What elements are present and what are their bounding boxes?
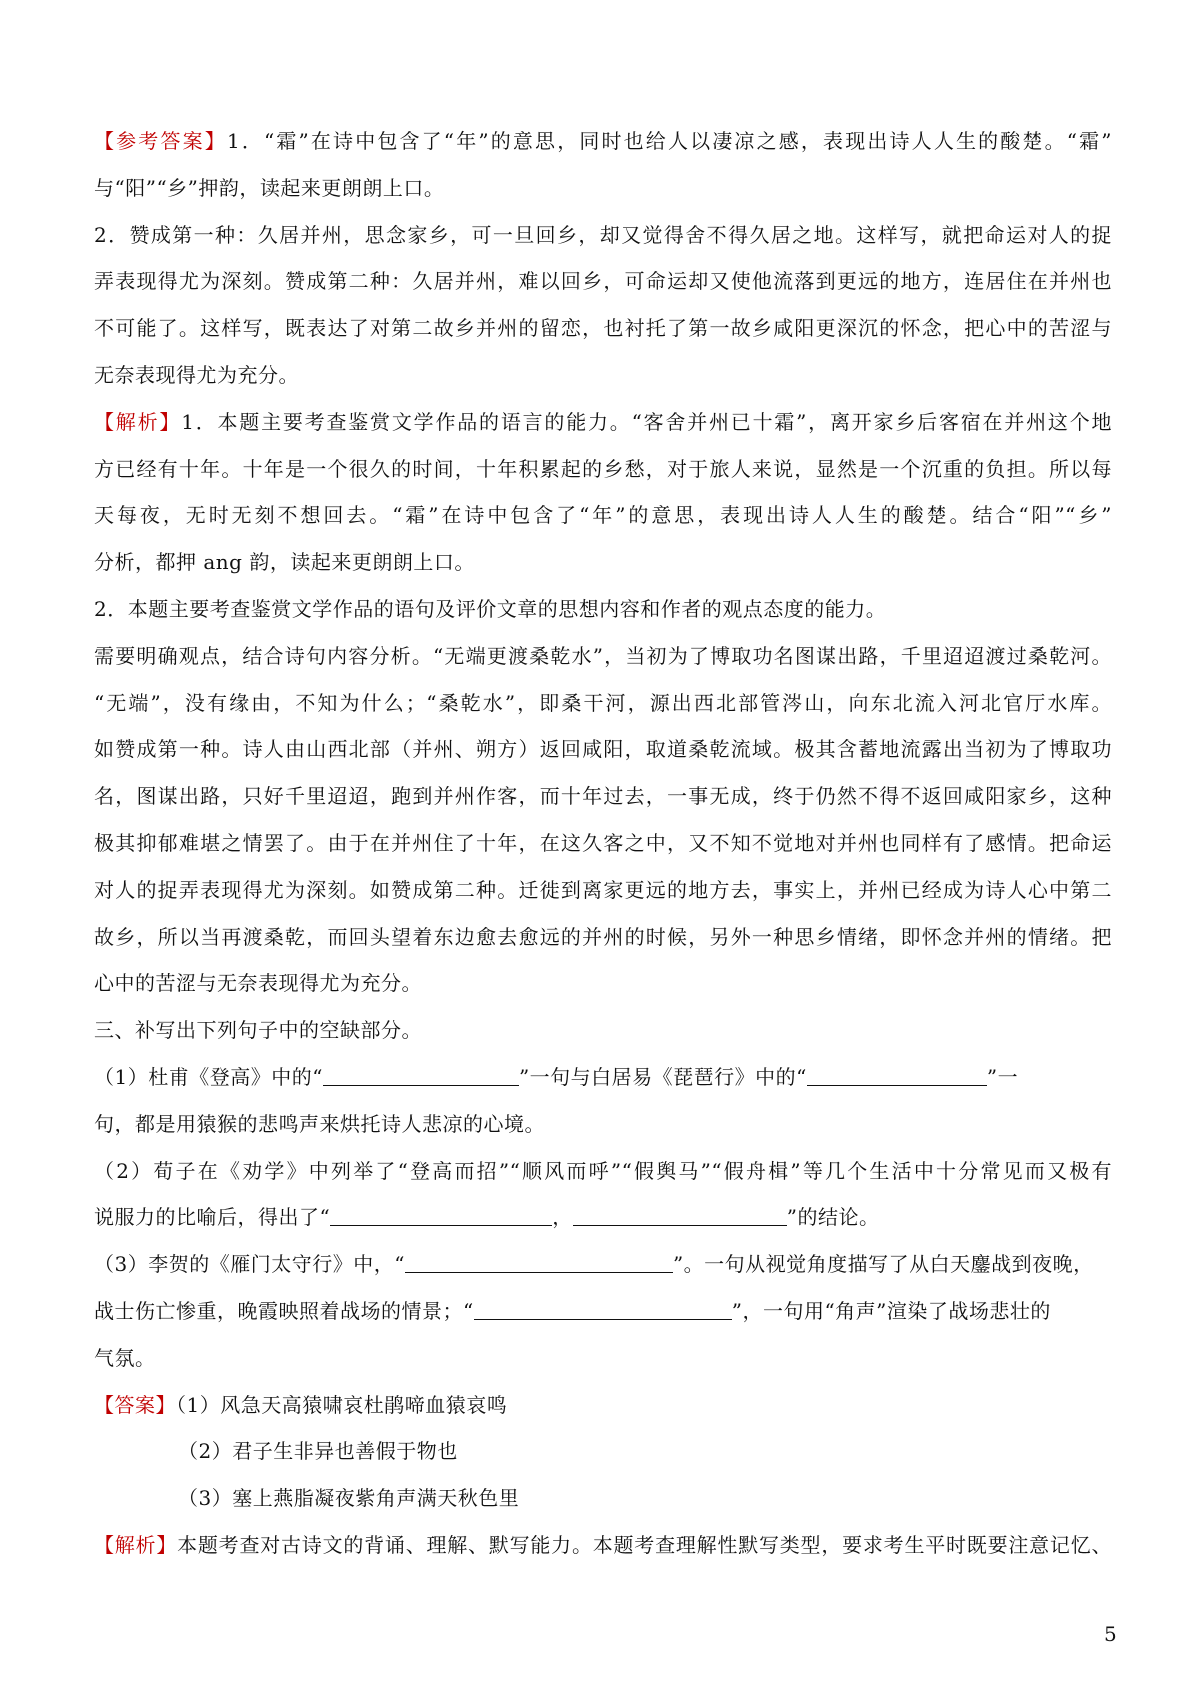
section-heading — [94, 1007, 1112, 1054]
line-text: 1．“霜”在诗中包含了“年”的意思，同时也给人以凄凉之感，表现出诗人人生的酸楚。“霜” — [226, 129, 1112, 153]
page-number: 5 — [1104, 1622, 1117, 1646]
text-line — [94, 352, 1112, 399]
question-text: 句，都是用猿猴的悲鸣声来烘托诗人悲凉的心境。 — [94, 1111, 545, 1136]
text-line — [94, 305, 1112, 352]
question-text: （1）杜甫《登高》中的“ — [94, 1064, 323, 1089]
fill-blank — [474, 1297, 732, 1320]
text-line — [94, 773, 1112, 820]
line-text: 1．本题主要考查鉴赏文学作品的语言的能力。“客舍并州已十霜”，离开家乡后客宿在并州这个地 — [181, 409, 1112, 434]
question-text: ”，一句用“角声”渲染了战场悲壮的 — [731, 1298, 1051, 1323]
line-text: “无端”，没有缘由，不知为什么；“桑乾水”，即桑干河，源出西北部管涔山，向东北流入河北官厅水库。 — [94, 690, 1112, 715]
line-text: 心中的苦涩与无奈表现得尤为充分。 — [94, 971, 422, 996]
line-text: 分析，都押 ang 韵，读起来更朗朗上口。 — [94, 550, 475, 575]
question-2-line-1 — [94, 1148, 1112, 1195]
text-line — [94, 867, 1112, 914]
text-line — [94, 165, 1112, 212]
analysis-text: 本题考查对古诗文的背诵、理解、默写能力。本题考查理解性默写类型，要求考生平时既要注意记忆、 — [177, 1532, 1112, 1557]
question-text: ”的结论。 — [786, 1205, 880, 1230]
text-line — [94, 258, 1112, 305]
text-line — [94, 633, 1112, 680]
line-text: 故乡，所以当再渡桑乾，而回头望着东边愈去愈远的并州的时候，另外一种思乡情绪，即怀念并州的情绪。把 — [94, 924, 1112, 949]
text-line — [94, 726, 1112, 773]
line-text: 弄表现得尤为深刻。赞成第二种：久居并州，难以回乡，可命运却又使他流落到更远的地方，连居住在并州也 — [94, 269, 1112, 294]
line-text: 名，图谋出路，只好千里迢迢，跑到并州作客，而十年过去，一事无成，终于仍然不得不返回咸阳家乡，这种 — [94, 784, 1112, 809]
line-text: 极其抑郁难堪之情罢了。由于在并州住了十年，在这久客之中，又不知不觉地对并州也同样有了感情。把命运 — [94, 830, 1112, 855]
document-body — [94, 118, 1112, 1569]
text-line — [94, 492, 1112, 539]
analysis-tag: 【解析】 — [94, 409, 182, 434]
question-text: 战士伤亡惨重，晚霞映照着战场的情景；“ — [94, 1298, 474, 1323]
analysis-tag: 【解析】 — [94, 1532, 178, 1557]
text-line — [94, 680, 1112, 727]
question-text: 气氛。 — [94, 1345, 156, 1370]
answer-line-2 — [94, 1428, 1112, 1475]
analysis-line — [94, 1522, 1112, 1569]
text-line — [94, 399, 1112, 446]
answer-tag: 【答案】 — [94, 1392, 176, 1417]
question-text: ”一 — [986, 1064, 1019, 1089]
fill-blank — [573, 1203, 787, 1226]
fill-blank — [330, 1203, 552, 1226]
line-text: 需要明确观点，结合诗句内容分析。“无端更渡桑乾水”，当初为了博取功名图谋出路，千里迢迢渡过桑乾河。 — [94, 643, 1112, 668]
text-line — [94, 914, 1112, 961]
question-3-line-3 — [94, 1335, 1112, 1382]
question-text: ”。一句从视觉角度描写了从白天鏖战到夜晚， — [672, 1252, 1094, 1277]
line-text: 天每夜，无时无刻不想回去。“霜”在诗中包含了“年”的意思，表现出诗人人生的酸楚。结合“阳”“乡” — [94, 503, 1112, 528]
question-2-line-2 — [94, 1194, 1112, 1241]
answer-line-3 — [94, 1475, 1112, 1522]
line-text: 对人的捉弄表现得尤为深刻。如赞成第二种。迁徙到离家更远的地方去，事实上，并州已经成为诗人心中第二 — [94, 877, 1112, 902]
fill-blank — [405, 1250, 673, 1273]
line-text: 2．赞成第一种：久居并州，思念家乡，可一旦回乡，却又觉得舍不得久居之地。这样写，就把命运对人的捉 — [94, 222, 1112, 247]
line-text: 不可能了。这样写，既表达了对第二故乡并州的留恋，也衬托了第一故乡咸阳更深沉的怀念，把心中的苦涩与 — [94, 316, 1112, 341]
answer-text: （2）君子生非异也善假于物也 — [178, 1439, 458, 1464]
question-3-line-2 — [94, 1288, 1112, 1335]
line-text: 2．本题主要考查鉴赏文学作品的语句及评价文章的思想内容和作者的观点态度的能力。 — [94, 596, 887, 621]
text-line — [94, 446, 1112, 493]
question-text: ， — [552, 1205, 573, 1230]
text-line — [94, 118, 1112, 165]
question-1-line-1 — [94, 1054, 1112, 1101]
text-line — [94, 539, 1112, 586]
question-text: 说服力的比喻后，得出了“ — [94, 1205, 331, 1230]
line-text: 方已经有十年。十年是一个很久的时间，十年积累起的乡愁，对于旅人来说，显然是一个沉重的负担。所以每 — [94, 456, 1112, 481]
line-text: 与“阳”“乡”押韵，读起来更朗朗上口。 — [94, 175, 445, 200]
section-heading-text: 三、补写出下列句子中的空缺部分。 — [94, 1018, 422, 1043]
answer-line-1 — [94, 1382, 1112, 1429]
question-text: （2）荀子在《劝学》中列举了“登高而招”“顺风而呼”“假舆马”“假舟楫”等几个生活中十分常见而又极有 — [94, 1158, 1112, 1183]
fill-blank — [807, 1063, 987, 1086]
text-line — [94, 820, 1112, 867]
reference-answer-tag: 【参考答案】 — [94, 129, 227, 153]
question-text: （3）李贺的《雁门太守行》中，“ — [94, 1252, 405, 1277]
question-3-line-1 — [94, 1241, 1112, 1288]
text-line — [94, 586, 1112, 633]
line-text: 无奈表现得尤为充分。 — [94, 362, 299, 387]
text-line — [94, 960, 1112, 1007]
answer-text: （3）塞上燕脂凝夜紫角声满天秋色里 — [178, 1486, 520, 1511]
question-1-line-2 — [94, 1101, 1112, 1148]
fill-blank — [323, 1063, 519, 1086]
answer-text: （1）风急天高猿啸哀杜鹃啼血猿哀鸣 — [176, 1392, 508, 1417]
text-line — [94, 212, 1112, 259]
line-text: 如赞成第一种。诗人由山西北部（并州、朔方）返回咸阳，取道桑乾流域。极其含蓄地流露出当初为了博取功 — [94, 737, 1112, 762]
question-text: ”一句与白居易《琵琶行》中的“ — [518, 1064, 807, 1089]
